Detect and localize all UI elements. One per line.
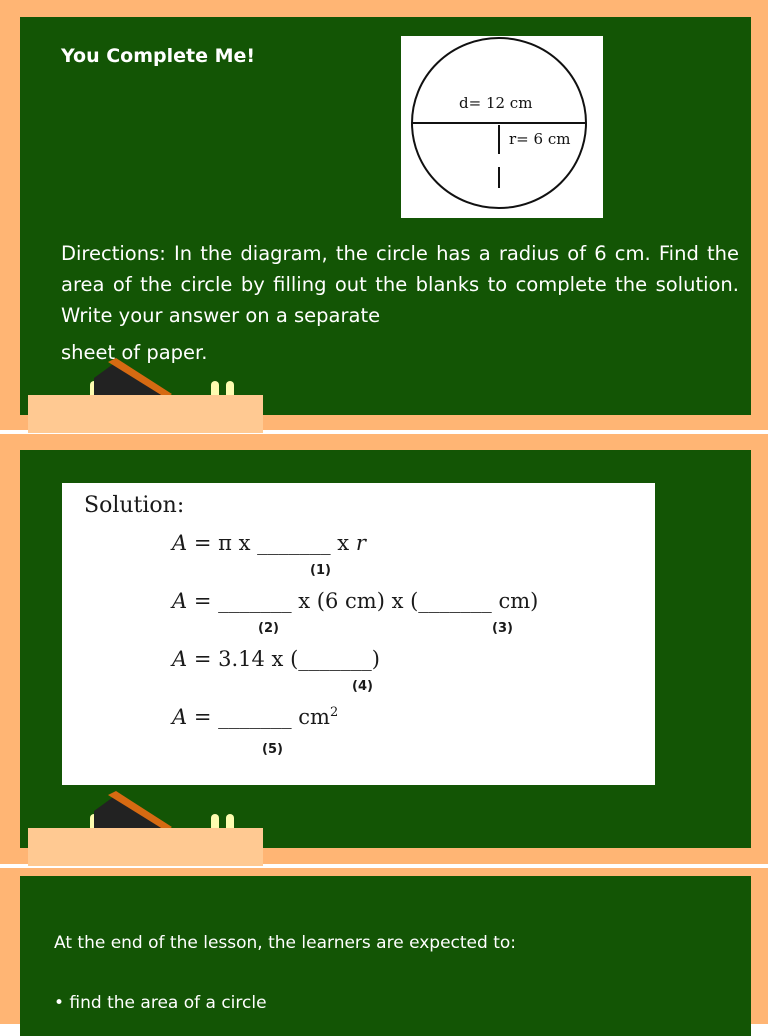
chalk-tray: [28, 395, 263, 433]
directions-body: Directions: In the diagram, the circle has a radius of 6 cm. Find the area of the circle by filling out the blanks to complete the solution. Write your answer on a separate: [61, 242, 739, 327]
blank-number: (3): [492, 621, 513, 636]
eraser-icon: [88, 356, 178, 400]
eraser-icon: [88, 789, 178, 833]
radius-label: r= 6 cm: [509, 130, 571, 148]
chalk-tray: [28, 828, 263, 866]
equation-line-4: A = _______ $cm^2$: [172, 705, 339, 729]
diameter-label: d= 12 cm: [459, 94, 533, 112]
slide-1: [0, 0, 768, 430]
blank-number: (2): [258, 621, 279, 636]
equation-line-2: A = _______ x (6 cm) x (_______ cm): [172, 589, 539, 613]
chalkboard: [20, 876, 751, 1036]
blank-number: (5): [262, 742, 283, 757]
blank-number: (4): [352, 679, 373, 694]
circle-diagram: [401, 36, 603, 218]
equation-line-1: A = π x _______ x r: [172, 531, 366, 555]
equation-line-3: A = 3.14 x (_______): [172, 647, 380, 671]
objectives-intro: At the end of the lesson, the learners are expected to:: [54, 933, 517, 953]
objective-item: • find the area of a circle: [54, 993, 267, 1013]
slide-2: [0, 434, 768, 864]
solution-title: Solution:: [84, 493, 185, 518]
directions-last-line: sheet of paper.: [61, 341, 208, 364]
circle-diagram-svg: [401, 36, 603, 218]
slide-title: You Complete Me!: [61, 45, 256, 67]
slide-3: [0, 868, 768, 1024]
directions-text: [61, 238, 739, 368]
blank-number: (1): [310, 563, 331, 578]
solution-box: [62, 483, 655, 785]
